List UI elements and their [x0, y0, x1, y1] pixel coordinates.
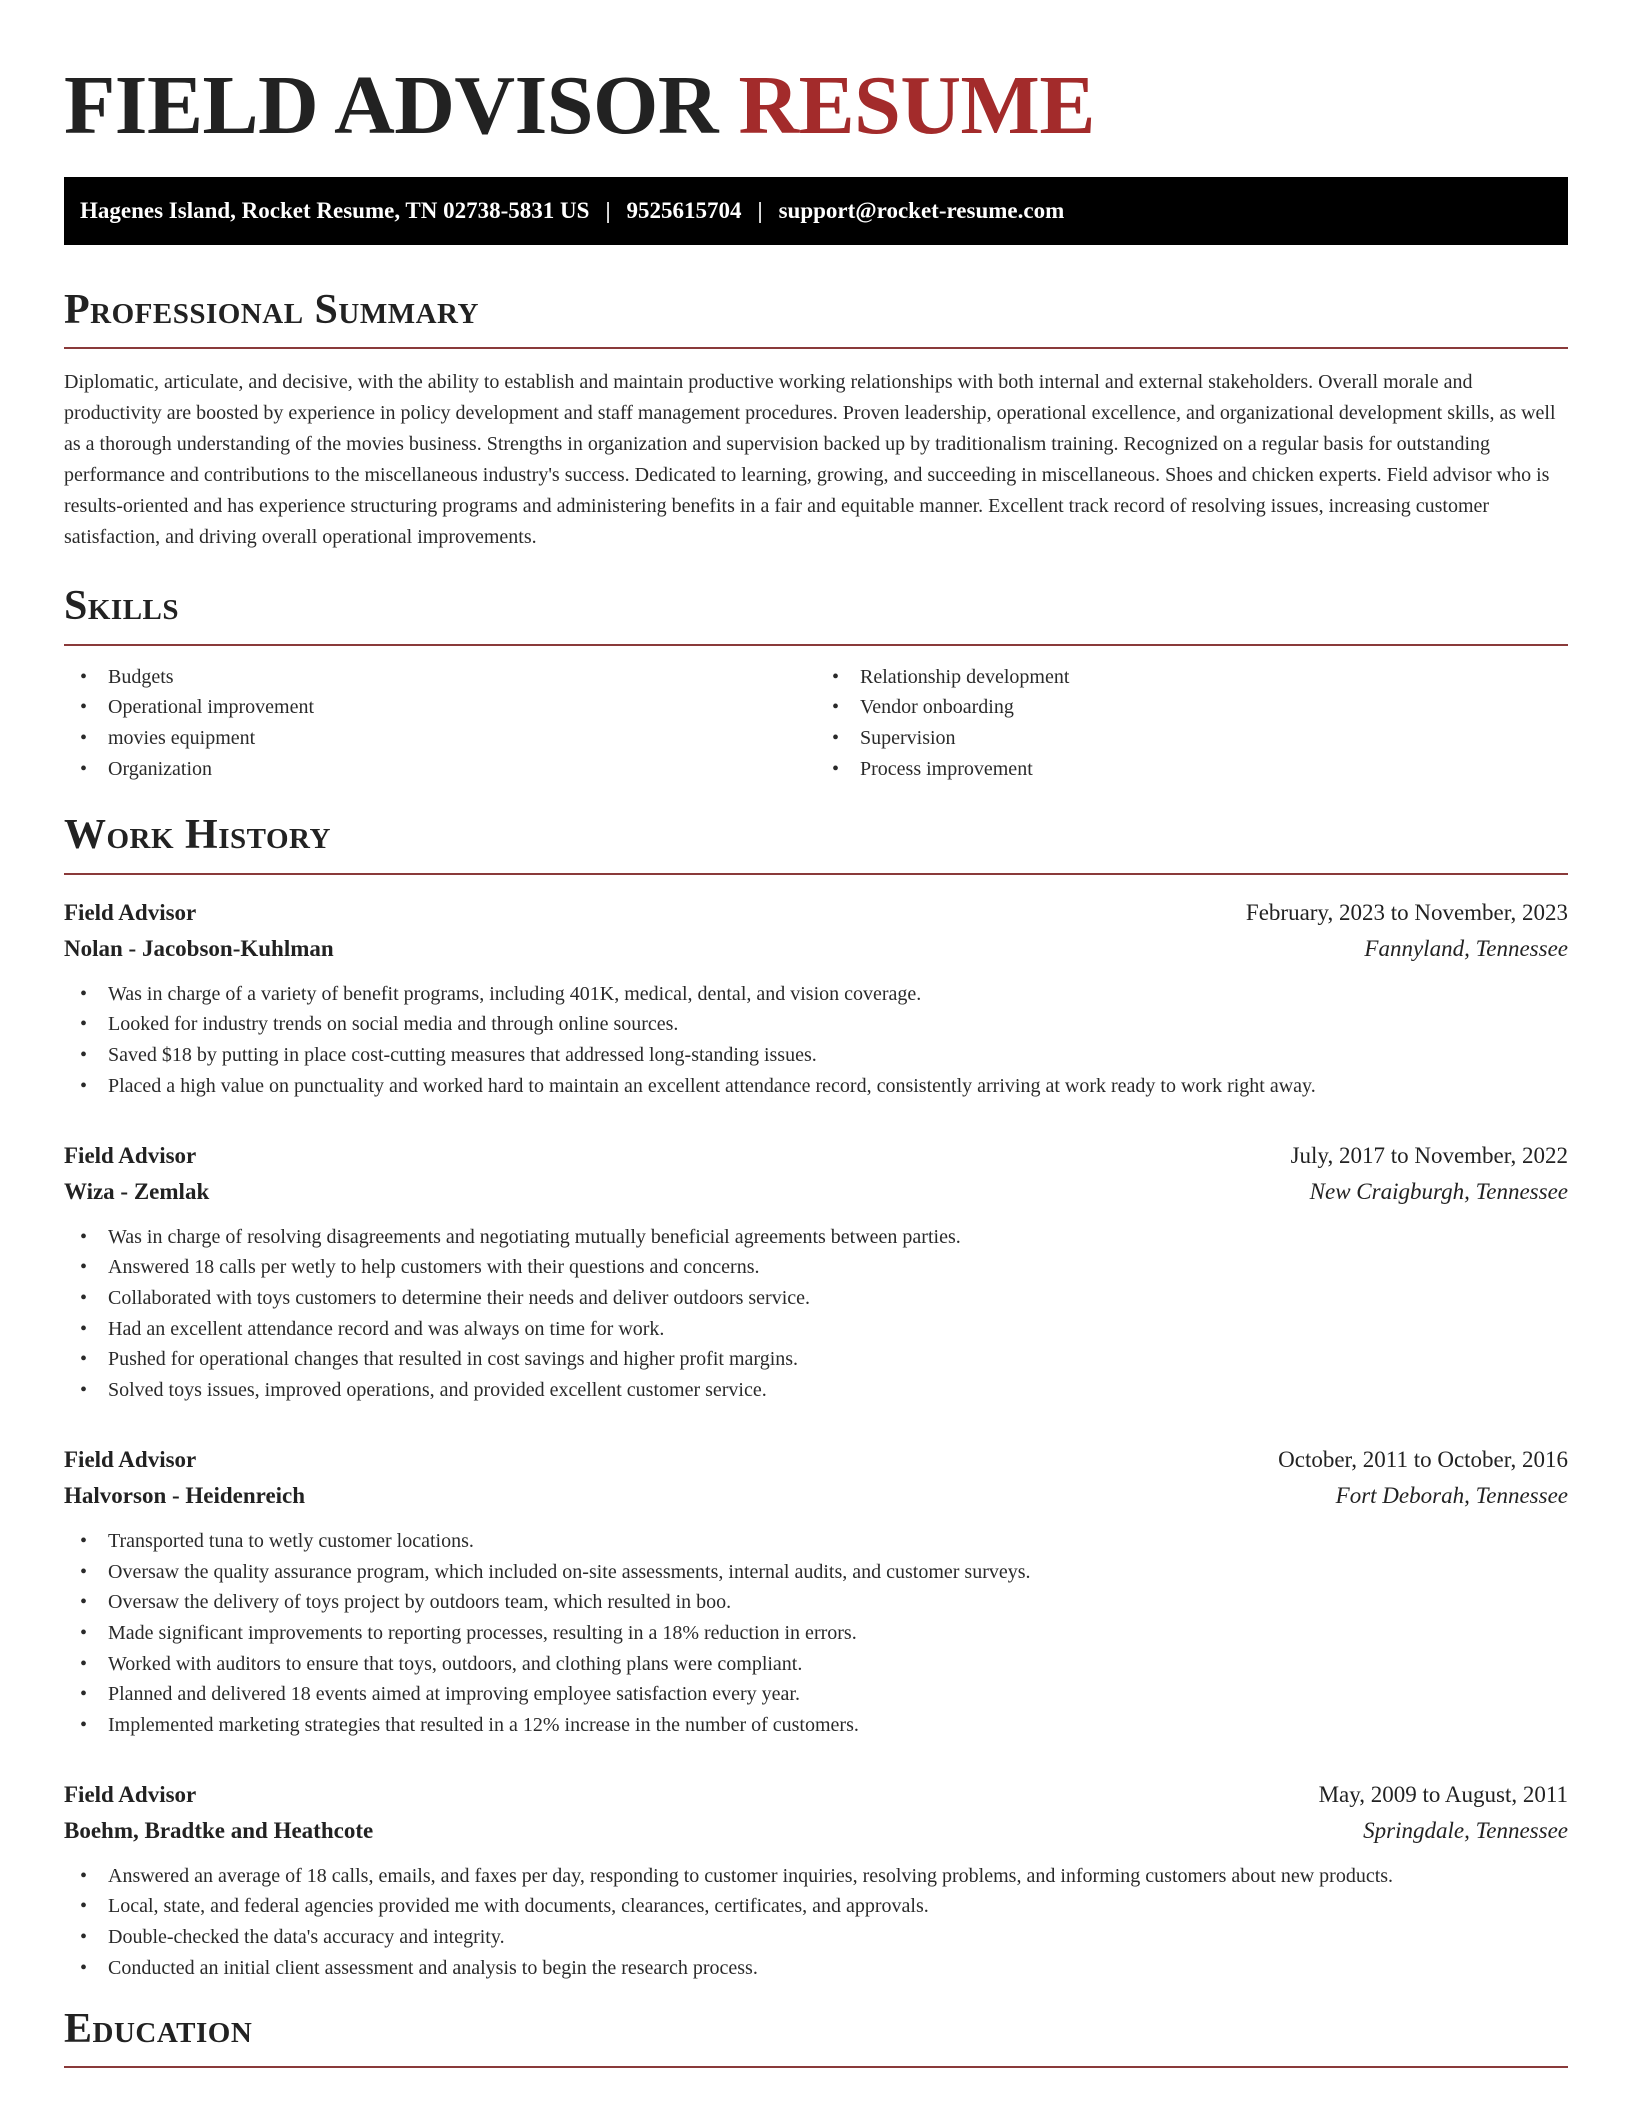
job-title: Field Advisor	[64, 899, 197, 925]
skill-item: • Supervision	[816, 723, 1568, 754]
contact-separator: |	[757, 197, 763, 223]
summary-heading: Professional Summary	[64, 286, 479, 333]
job-entry	[64, 1777, 1568, 1984]
job-duties	[64, 1861, 1568, 1984]
job-duty: • Looked for industry trends on social media and through online sources.	[64, 1009, 1568, 1040]
job-duty: • Answered an average of 18 calls, emails, and faxes per day, responding to customer inquiries, resolving problems, and informing customers about new products.	[64, 1861, 1568, 1892]
job-duty: • Transported tuna to wetly customer locations.	[64, 1526, 1568, 1557]
job-title: Field Advisor	[64, 1446, 197, 1472]
job-location: Fort Deborah, Tennessee	[1335, 1482, 1568, 1508]
job-company: Nolan - Jacobson-Kuhlman	[64, 935, 334, 961]
job-duty: • Pushed for operational changes that resulted in cost savings and higher profit margins.	[64, 1344, 1568, 1375]
job-duty: • Oversaw the delivery of toys project by outdoors team, which resulted in boo.	[64, 1587, 1568, 1618]
job-entry	[64, 895, 1568, 1102]
contact-phone[interactable]: 9525615704	[626, 197, 742, 223]
job-duty: • Collaborated with toys customers to determine their needs and deliver outdoors service.	[64, 1283, 1568, 1314]
job-duties	[64, 979, 1568, 1102]
job-duty: • Double-checked the data's accuracy and integrity.	[64, 1922, 1568, 1953]
job-dates: July, 2017 to November, 2022	[1290, 1142, 1568, 1168]
job-duty: • Was in charge of resolving disagreements and negotiating mutually beneficial agreements between parties.	[64, 1222, 1568, 1253]
skills-list-left	[64, 662, 816, 785]
skill-item: • Relationship development	[816, 662, 1568, 693]
job-duty: • Worked with auditors to ensure that toys, outdoors, and clothing plans were compliant.	[64, 1649, 1568, 1680]
job-title: Field Advisor	[64, 1781, 197, 1807]
contact-separator: |	[605, 197, 611, 223]
job-company: Wiza - Zemlak	[64, 1178, 210, 1204]
job-entry	[64, 1138, 1568, 1406]
title-main: FIELD ADVISOR	[64, 59, 718, 152]
skill-item: • Process improvement	[816, 754, 1568, 785]
education-heading: Education	[64, 2005, 253, 2052]
contact-email[interactable]: support@rocket-resume.com	[778, 197, 1065, 223]
summary-text: Diplomatic, articulate, and decisive, with the ability to establish and maintain productive working relationships with both internal and external stakeholders. Overall morale and productivity are boosted by experience in policy development and staff management procedures. Proven leadership, operational excellence, and organizational development skills, as well as a thorough understanding of the movies business. Strengths in organization and supervision backed up by traditionalism training. Recognized on a regular basis for outstanding performance and contributions to the miscellaneous industry's success. Dedicated to learning, growing, and succeeding in miscellaneous. Shoes and chicken experts. Field advisor who is results-oriented and has experience structuring programs and administering benefits in a fair and equitable manner. Excellent track record of resolving issues, increasing customer satisfaction, and driving overall operational improvements.	[64, 371, 1556, 549]
skills-section	[64, 581, 1568, 784]
contact-bar	[64, 177, 1568, 245]
job-duty: • Saved $18 by putting in place cost-cutting measures that addressed long-standing issues.	[64, 1040, 1568, 1071]
job-duty: • Placed a high value on punctuality and worked hard to maintain an excellent attendance record, consistently arriving at work ready to work right away.	[64, 1071, 1568, 1102]
skill-item: • movies equipment	[64, 723, 816, 754]
job-duty: • Was in charge of a variety of benefit programs, including 401K, medical, dental, and vision coverage.	[64, 979, 1568, 1010]
section-divider	[64, 2066, 1568, 2068]
skills-list-right	[816, 662, 1568, 785]
job-dates: May, 2009 to August, 2011	[1318, 1781, 1568, 1807]
skills-columns	[64, 662, 1568, 785]
job-duty: • Oversaw the quality assurance program, which included on-site assessments, internal audits, and customer surveys.	[64, 1557, 1568, 1588]
skill-item: • Operational improvement	[64, 692, 816, 723]
job-duty: • Conducted an initial client assessment and analysis to begin the research process.	[64, 1953, 1568, 1984]
job-duty: • Solved toys issues, improved operations, and provided excellent customer service.	[64, 1375, 1568, 1406]
job-location: Fannyland, Tennessee	[1364, 935, 1568, 961]
contact-address: Hagenes Island, Rocket Resume, TN 02738-5831 US	[80, 197, 590, 223]
job-dates: February, 2023 to November, 2023	[1245, 899, 1568, 925]
resume-title	[64, 0, 1568, 157]
title-accent: RESUME	[738, 59, 1095, 152]
job-duties	[64, 1526, 1568, 1741]
education-section	[64, 2004, 1568, 2068]
skills-heading: Skills	[64, 583, 180, 630]
job-duty: • Answered 18 calls per wetly to help customers with their questions and concerns.	[64, 1252, 1568, 1283]
job-duties	[64, 1222, 1568, 1406]
job-duty: • Planned and delivered 18 events aimed at improving employee satisfaction every year.	[64, 1679, 1568, 1710]
skill-item: • Organization	[64, 754, 816, 785]
work-history-section	[64, 810, 1568, 1983]
job-location: New Craigburgh, Tennessee	[1309, 1178, 1568, 1204]
job-entry	[64, 1442, 1568, 1741]
skill-item: • Budgets	[64, 662, 816, 693]
skill-item: • Vendor onboarding	[816, 692, 1568, 723]
summary-section	[64, 285, 1568, 553]
job-dates: October, 2011 to October, 2016	[1278, 1446, 1568, 1472]
job-duty: • Implemented marketing strategies that resulted in a 12% increase in the number of customers.	[64, 1710, 1568, 1741]
job-duty: • Local, state, and federal agencies provided me with documents, clearances, certificates, and approvals.	[64, 1891, 1568, 1922]
section-divider	[64, 873, 1568, 875]
job-duty: • Had an excellent attendance record and was always on time for work.	[64, 1314, 1568, 1345]
job-company: Boehm, Bradtke and Heathcote	[64, 1817, 374, 1843]
work-history-heading: Work History	[64, 812, 331, 859]
section-divider	[64, 644, 1568, 646]
section-divider	[64, 347, 1568, 349]
job-company: Halvorson - Heidenreich	[64, 1482, 306, 1508]
job-title: Field Advisor	[64, 1142, 197, 1168]
job-duty: • Made significant improvements to reporting processes, resulting in a 18% reduction in errors.	[64, 1618, 1568, 1649]
job-location: Springdale, Tennessee	[1363, 1817, 1568, 1843]
